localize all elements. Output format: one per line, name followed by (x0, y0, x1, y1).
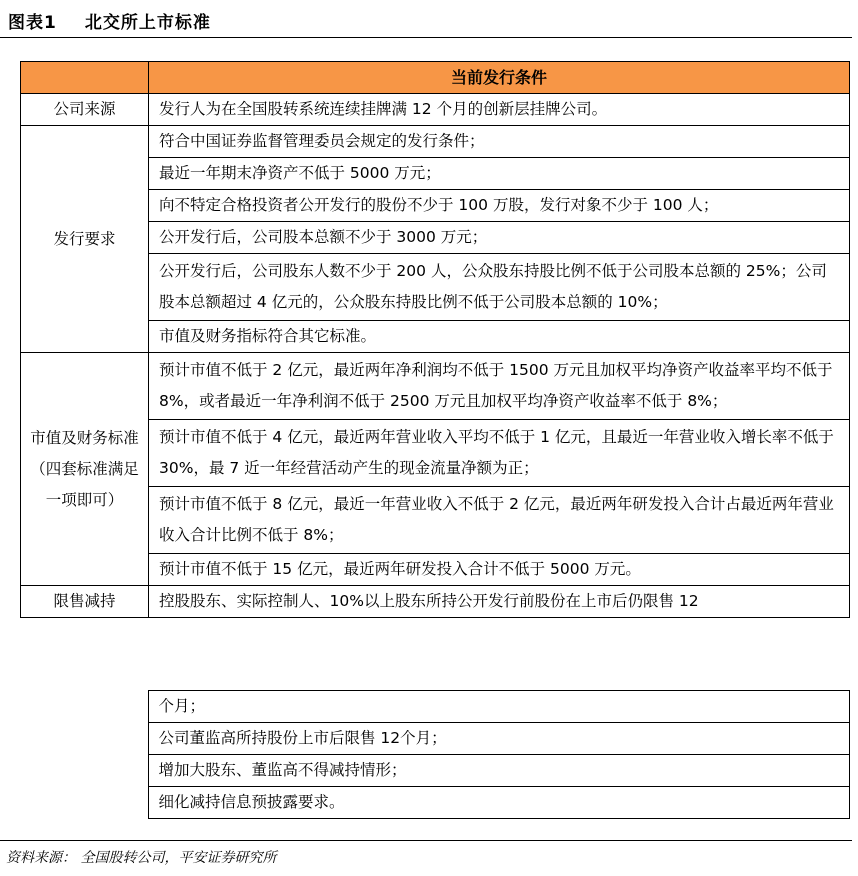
condition-cell: 公开发行后，公司股本总额不少于 3000 万元； (149, 222, 850, 254)
table-header-row (21, 62, 850, 94)
category-issue: 发行要求 (21, 126, 149, 353)
figure-caption: 北交所上市标准 (84, 13, 211, 33)
condition-cell: 公司董监高所持股份上市后限售 12个月； (148, 723, 849, 755)
table-row (20, 691, 849, 723)
listing-standards-table-continued (20, 690, 850, 819)
figure-title (8, 8, 211, 33)
category-lockup: 限售减持 (21, 586, 149, 618)
category-market: 市值及财务标准（四套标准满足一项即可） (21, 353, 149, 586)
condition-cell: 预计市值不低于 2 亿元，最近两年净利润均不低于 1500 万元且加权平均净资产收益率平均不低于 8%，或者最近一年净利润不低于 2500 万元且加权平均净资产收益率不低于 8%； (149, 353, 850, 420)
top-rule (0, 37, 852, 38)
table-row (21, 353, 850, 420)
table-row (21, 94, 850, 126)
condition-cell: 符合中国证券监督管理委员会规定的发行条件； (149, 126, 850, 158)
bottom-rule (0, 840, 852, 841)
condition-cell: 细化减持信息预披露要求。 (148, 787, 849, 819)
header-empty-cell (21, 62, 149, 94)
condition-cell: 控股股东、实际控制人、10%以上股东所持公开发行前股份在上市后仍限售 12 (149, 586, 850, 618)
header-cell: 当前发行条件 (149, 62, 850, 94)
continued-empty-cell (20, 691, 148, 819)
condition-cell: 预计市值不低于 15 亿元，最近两年研发投入合计不低于 5000 万元。 (149, 554, 850, 586)
condition-cell: 预计市值不低于 8 亿元，最近一年营业收入不低于 2 亿元，最近两年研发投入合计占最近两年营业收入合计比例不低于 8%； (149, 487, 850, 554)
condition-cell: 预计市值不低于 4 亿元，最近两年营业收入平均不低于 1 亿元，且最近一年营业收入增长率不低于 30%，最 7 近一年经营活动产生的现金流量净额为正； (149, 420, 850, 487)
condition-cell: 个月； (148, 691, 849, 723)
listing-standards-table (20, 61, 850, 618)
condition-cell: 增加大股东、董监高不得减持情形； (148, 755, 849, 787)
condition-cell: 发行人为在全国股转系统连续挂牌满 12 个月的创新层挂牌公司。 (149, 94, 850, 126)
category-source: 公司来源 (21, 94, 149, 126)
condition-cell: 向不特定合格投资者公开发行的股份不少于 100 万股，发行对象不少于 100 人； (149, 190, 850, 222)
condition-cell: 最近一年期末净资产不低于 5000 万元； (149, 158, 850, 190)
table-row (21, 126, 850, 158)
condition-cell: 公开发行后，公司股东人数不少于 200 人，公众股东持股比例不低于公司股本总额的 25%；公司股本总额超过 4 亿元的，公众股东持股比例不低于公司股本总额的 10%； (149, 254, 850, 321)
source-note: 资料来源： 全国股转公司，平安证券研究所 (6, 850, 277, 866)
condition-cell: 市值及财务指标符合其它标准。 (149, 321, 850, 353)
figure-label: 图表1 (8, 13, 57, 33)
table-row (21, 586, 850, 618)
